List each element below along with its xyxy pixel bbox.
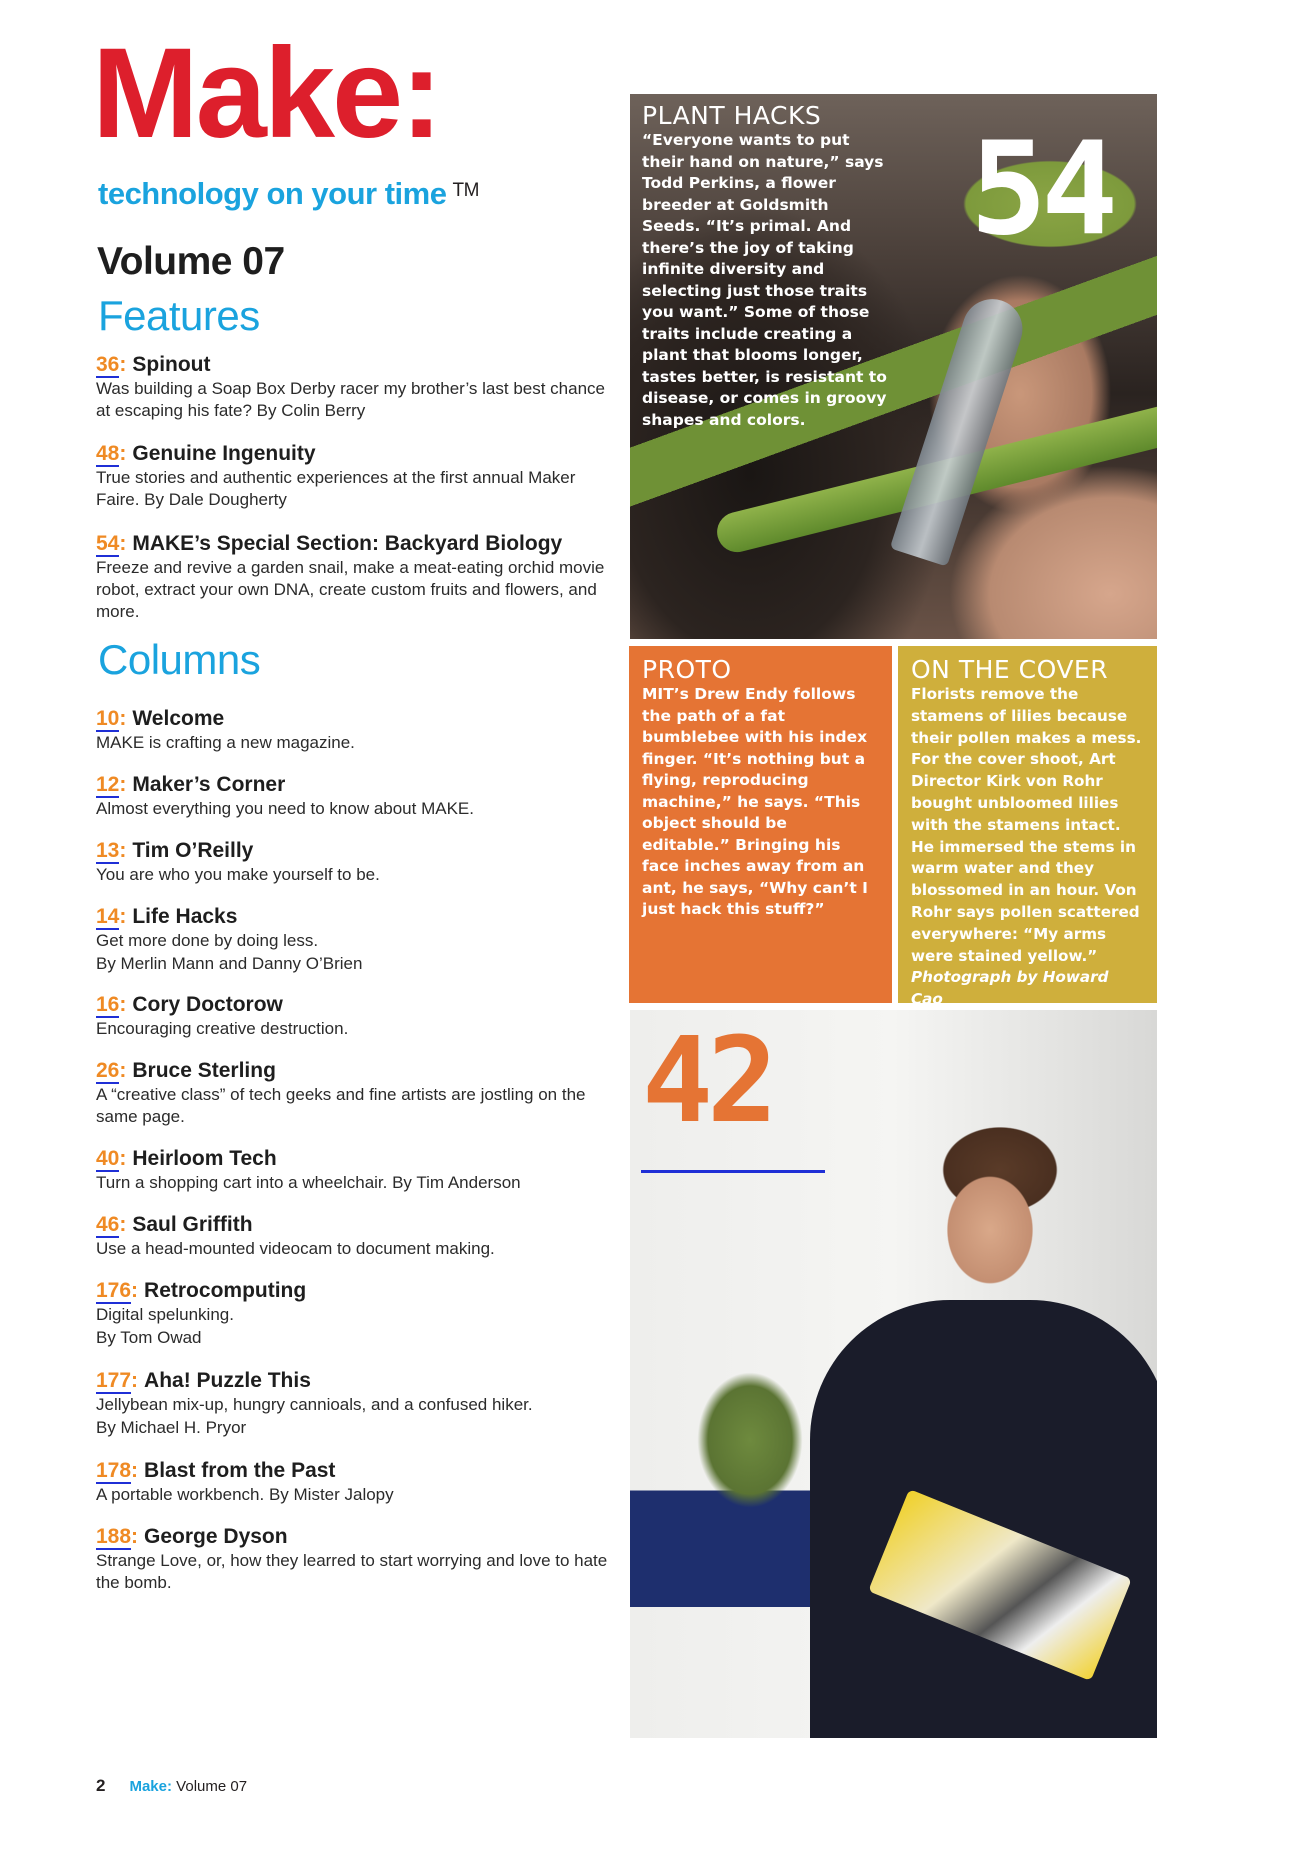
entry-title: Tim O’Reilly bbox=[132, 839, 254, 862]
plant-hacks-body: “Everyone wants to put their hand on nature,” says Todd Perkins, a flower breeder at Goldsmith Seeds. “It’s primal. And there’s the joy of taking infinite diversity and selecting just those traits you want.” Some of those traits include creating a plant that blooms longer, tastes better, is resistant to disease, or comes in groovy shapes and colors. bbox=[642, 131, 887, 429]
separator: : bbox=[119, 839, 127, 862]
page-link[interactable]: 14 bbox=[96, 905, 120, 928]
separator: : bbox=[131, 1525, 139, 1548]
folio-number: 2 bbox=[96, 1776, 106, 1795]
entry-description: A “creative class” of tech geeks and fine artists are jostling on the same page. bbox=[96, 1085, 586, 1126]
knife-blade-shape bbox=[890, 291, 1030, 566]
entry-description: You are who you make yourself to be. bbox=[96, 865, 380, 884]
entry-title: Maker’s Corner bbox=[132, 773, 286, 796]
entry-title: Welcome bbox=[132, 707, 225, 730]
entry-description: Jellybean mix-up, hungry cannioals, and a confused hiker. bbox=[96, 1395, 533, 1414]
page-link[interactable]: 36 bbox=[96, 353, 120, 376]
entry-byline: By Tom Owad bbox=[96, 1328, 202, 1347]
footer-brand: Make: bbox=[129, 1778, 172, 1795]
toc-entry-column bbox=[96, 1368, 621, 1439]
entry-description: Encouraging creative destruction. bbox=[96, 1019, 349, 1038]
toc-entry-feature bbox=[96, 531, 621, 623]
toc-entry-column bbox=[96, 1278, 621, 1349]
entry-title: Genuine Ingenuity bbox=[132, 442, 316, 465]
entry-title: Spinout bbox=[132, 353, 211, 376]
link-underline bbox=[641, 1170, 825, 1173]
columns-heading: Columns bbox=[98, 636, 261, 683]
proto-body: MIT’s Drew Endy follows the path of a fat bumblebee with his index finger. “It’s nothing but a flying, reproducing machine,” he says. “This object should be editable.” Bringing his face inches away from an ant, he says, “Why can’t I just hack this stuff?” bbox=[642, 685, 868, 918]
entry-description: Was building a Soap Box Derby racer my brother’s last best chance at escaping his fate? By Colin Berry bbox=[96, 379, 605, 420]
page-link[interactable]: 48 bbox=[96, 442, 120, 465]
page-number-54[interactable]: 54 bbox=[970, 115, 1113, 264]
page-link[interactable]: 26 bbox=[96, 1059, 120, 1082]
toc-entry-column bbox=[96, 1458, 621, 1506]
toc-entry-feature bbox=[96, 441, 621, 511]
plant-hacks-caption bbox=[642, 102, 887, 431]
entry-description: Turn a shopping cart into a wheelchair. By Tim Anderson bbox=[96, 1173, 521, 1192]
entry-description: True stories and authentic experiences at the first annual Maker Faire. By Dale Dougherty bbox=[96, 468, 576, 509]
page-number-42[interactable]: 42 bbox=[642, 1011, 773, 1149]
proto-heading: PROTO bbox=[642, 655, 732, 684]
page-footer bbox=[96, 1776, 247, 1796]
entry-byline: By Michael H. Pryor bbox=[96, 1418, 247, 1437]
page-link[interactable]: 40 bbox=[96, 1147, 120, 1170]
page-link[interactable]: 177 bbox=[96, 1369, 132, 1392]
toc-entry-column bbox=[96, 706, 621, 754]
toc-entry-column bbox=[96, 1524, 621, 1594]
separator: : bbox=[119, 532, 127, 555]
toc-entry-column bbox=[96, 1146, 621, 1194]
proto-panel bbox=[629, 646, 892, 1003]
entry-title: Blast from the Past bbox=[144, 1459, 336, 1482]
tagline bbox=[98, 176, 479, 212]
page-link[interactable]: 16 bbox=[96, 993, 120, 1016]
features-heading: Features bbox=[98, 292, 260, 339]
separator: : bbox=[119, 1213, 127, 1236]
on-the-cover-body: Florists remove the stamens of lilies because their pollen makes a mess. For the cover shoot, Art Director Kirk von Rohr bought unbloomed lilies with the stamens intact. He immersed the stems in warm water and they blossomed in an hour. Von Rohr says pollen scattered everywhere: “My arms were stained yellow.” bbox=[911, 685, 1142, 965]
entry-description: Use a head-mounted videocam to document making. bbox=[96, 1239, 495, 1258]
entry-title: Heirloom Tech bbox=[132, 1147, 277, 1170]
entry-description: Digital spelunking. bbox=[96, 1305, 234, 1324]
entry-title: Bruce Sterling bbox=[132, 1059, 276, 1082]
separator: : bbox=[131, 1369, 139, 1392]
toc-entry-feature bbox=[96, 352, 621, 422]
entry-description: Strange Love, or, how they learred to start worrying and love to hate the bomb. bbox=[96, 1551, 608, 1592]
separator: : bbox=[119, 1147, 127, 1170]
make-logo bbox=[92, 22, 440, 165]
entry-byline: By Merlin Mann and Danny O’Brien bbox=[96, 954, 363, 973]
page-link[interactable]: 176 bbox=[96, 1279, 132, 1302]
page-link[interactable]: 13 bbox=[96, 839, 120, 862]
drew-endy-photo bbox=[630, 1010, 1157, 1738]
page-link[interactable]: 54 bbox=[96, 532, 120, 555]
page-link[interactable]: 188 bbox=[96, 1525, 132, 1548]
logo-wordmark: Make: bbox=[92, 22, 440, 165]
separator: : bbox=[119, 353, 127, 376]
separator: : bbox=[119, 773, 127, 796]
photo-credit: Photograph by Howard Cao bbox=[911, 968, 1109, 1009]
page-link[interactable]: 12 bbox=[96, 773, 120, 796]
page-link[interactable]: 10 bbox=[96, 707, 120, 730]
entry-title: Retrocomputing bbox=[144, 1279, 307, 1302]
entry-title: Cory Doctorow bbox=[132, 993, 283, 1016]
trademark-symbol: TM bbox=[452, 180, 479, 201]
toc-entry-column bbox=[96, 1058, 621, 1128]
entry-title: Aha! Puzzle This bbox=[144, 1369, 311, 1392]
toc-entry-column bbox=[96, 904, 621, 975]
page-link[interactable]: 46 bbox=[96, 1213, 120, 1236]
toc-entry-column bbox=[96, 838, 621, 886]
separator: : bbox=[119, 993, 127, 1016]
on-the-cover-heading: ON THE COVER bbox=[911, 655, 1109, 684]
toc-entry-column bbox=[96, 992, 621, 1040]
page-link[interactable]: 178 bbox=[96, 1459, 132, 1482]
separator: : bbox=[131, 1279, 139, 1302]
entry-title: Life Hacks bbox=[132, 905, 238, 928]
separator: : bbox=[131, 1459, 139, 1482]
tagline-text: technology on your time bbox=[98, 176, 447, 211]
entry-title: MAKE’s Special Section: Backyard Biology bbox=[132, 532, 563, 555]
separator: : bbox=[119, 1059, 127, 1082]
footer-volume: Volume 07 bbox=[176, 1778, 248, 1795]
toc-entry-column bbox=[96, 1212, 621, 1260]
entry-description: A portable workbench. By Mister Jalopy bbox=[96, 1485, 394, 1504]
entry-description: Get more done by doing less. bbox=[96, 931, 319, 950]
volume-title: Volume 07 bbox=[97, 240, 285, 283]
toc-entry-column bbox=[96, 772, 621, 820]
on-the-cover-panel bbox=[898, 646, 1157, 1009]
separator: : bbox=[119, 442, 127, 465]
plant-hacks-photo bbox=[630, 94, 1157, 639]
entry-description: Freeze and revive a garden snail, make a meat-eating orchid movie robot, extract your own DNA, create custom fruits and flowers, and more. bbox=[96, 558, 605, 621]
separator: : bbox=[119, 905, 127, 928]
plant-hacks-heading: PLANT HACKS bbox=[642, 101, 822, 130]
separator: : bbox=[119, 707, 127, 730]
entry-title: George Dyson bbox=[144, 1525, 288, 1548]
entry-title: Saul Griffith bbox=[132, 1213, 253, 1236]
entry-description: MAKE is crafting a new magazine. bbox=[96, 733, 355, 752]
entry-description: Almost everything you need to know about MAKE. bbox=[96, 799, 474, 818]
